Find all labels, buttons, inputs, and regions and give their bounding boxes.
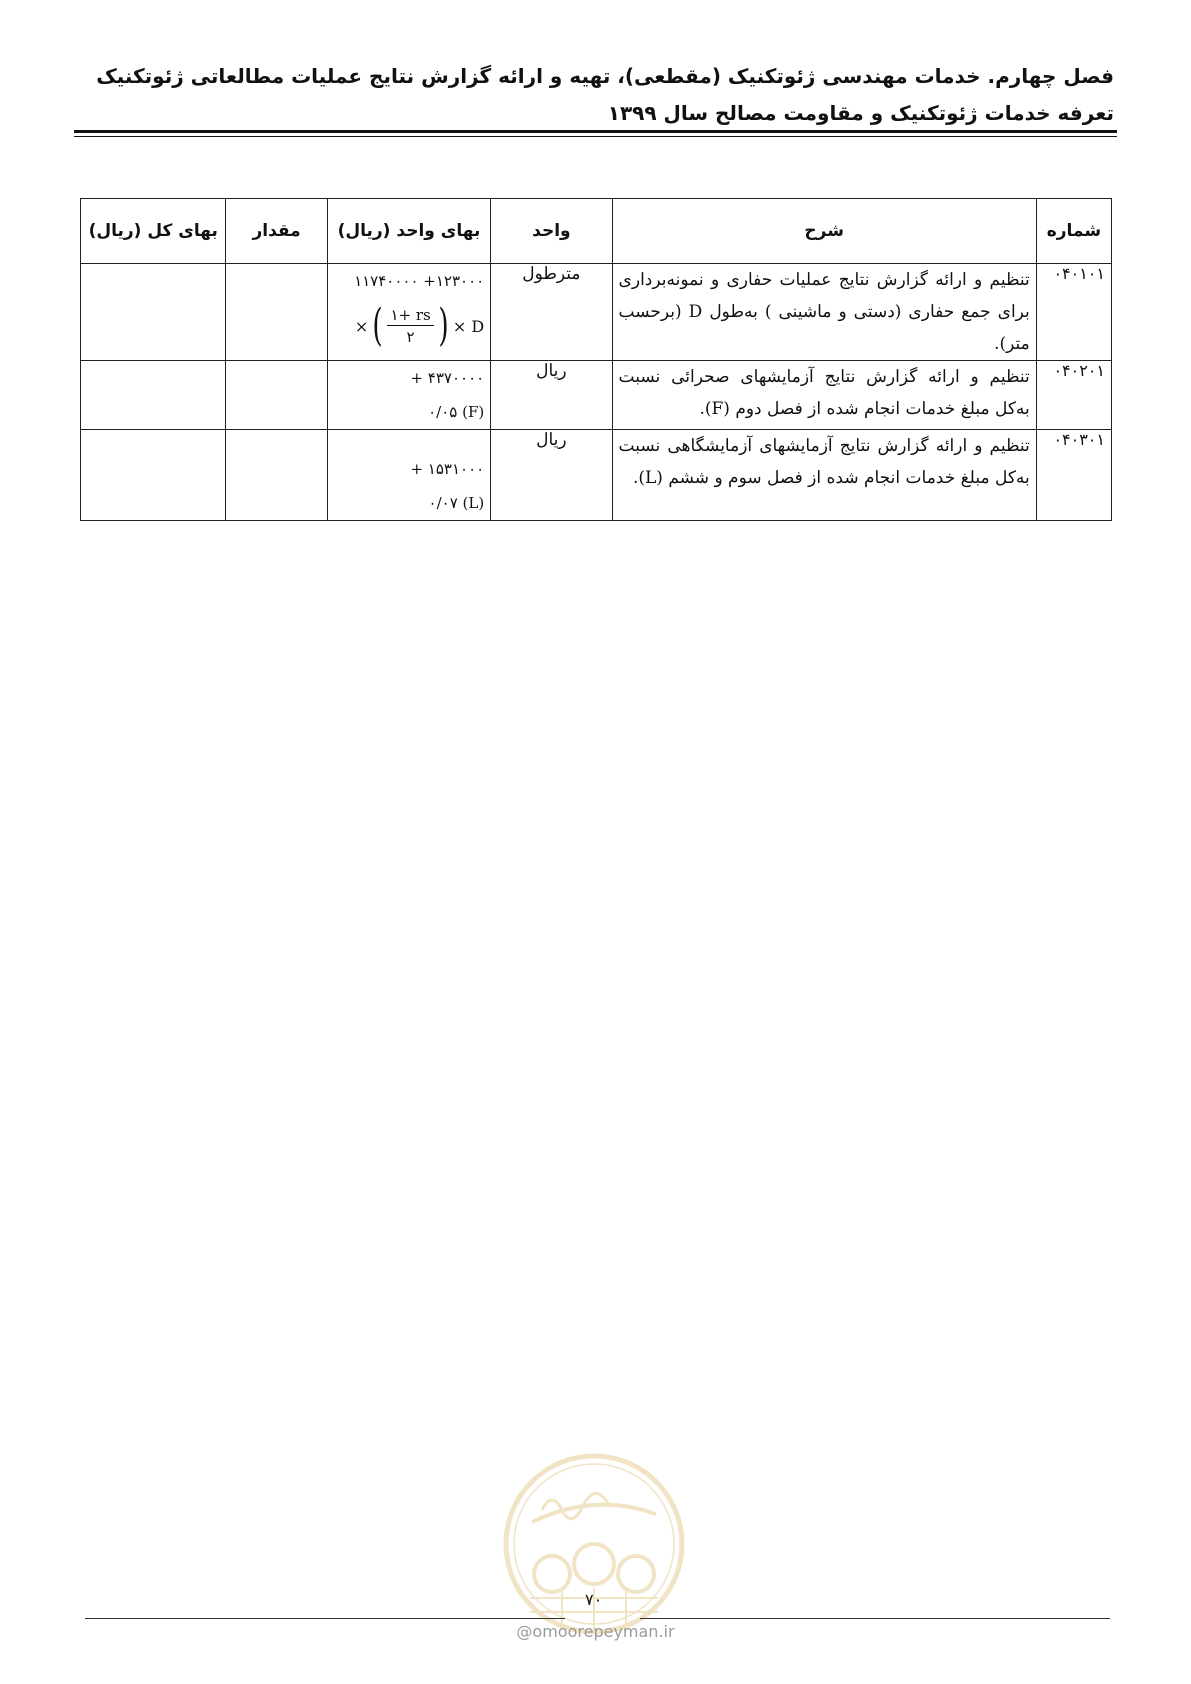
row-unit-price (327, 361, 490, 430)
row-unit: ریال (491, 430, 612, 521)
row-number: ۰۴۰۱۰۱ (1036, 264, 1111, 361)
row-unit-price (327, 264, 490, 361)
header-rule-thin (74, 136, 1117, 137)
price-factor: ۰/۰۷ (L) (428, 494, 485, 512)
formula-paren-open: ( (372, 300, 384, 351)
header-unit-price: بهای واحد (ریال) (327, 199, 490, 264)
header-number: شماره (1036, 199, 1111, 264)
header-quantity: مقدار (226, 199, 327, 264)
row-quantity (226, 264, 327, 361)
footer-website: @omoorepeyman.ir (516, 1622, 675, 1641)
table-row (81, 264, 1112, 361)
price-factor: ۰/۰۵ (F) (428, 403, 485, 421)
header-description: شرح (612, 199, 1036, 264)
table-row (81, 361, 1112, 430)
footer-rule-right (640, 1618, 1110, 1619)
table-header-row (81, 199, 1112, 264)
chapter-title: فصل چهارم. خدمات مهندسی ژئوتکنیک (مقطعی)، تهیه و ارائه گزارش نتایج عملیات مطالعاتی ژئوتکنیک (96, 64, 1114, 88)
row-unit: مترطول (491, 264, 612, 361)
row-description: تنظیم و ارائه گزارش نتایج آزمایشهای آزمایشگاهی نسبت به‌کل مبلغ خدمات انجام شده از فصل سوم و ششم (L). (612, 430, 1036, 521)
price-base: + ۱۵۳۱۰۰۰ (410, 460, 485, 478)
price-spacer (334, 430, 484, 452)
header-rule-thick (74, 130, 1117, 133)
header-total-price: بهای کل (ریال) (81, 199, 226, 264)
page-number: ۷۰ (585, 1590, 603, 1609)
table-row (81, 430, 1112, 521)
formula-fraction (387, 306, 433, 346)
fraction-denominator: ۲ (406, 328, 415, 346)
footer-rule-left (85, 1618, 565, 1619)
tariff-table (80, 198, 1112, 521)
price-formula (334, 298, 484, 354)
header-unit: واحد (491, 199, 612, 264)
row-unit-price (327, 430, 490, 521)
tariff-title: تعرفه خدمات ژئوتکنیک و مقاومت مصالح سال ۱۳۹۹ (607, 101, 1114, 125)
formula-times: × (354, 316, 369, 336)
fraction-numerator: ۱+ rs (387, 306, 433, 326)
row-total-price (81, 430, 226, 521)
price-base: + ۴۳۷۰۰۰۰ (410, 369, 485, 387)
formula-suffix: × D (452, 316, 485, 336)
formula-paren-close: ) (438, 300, 449, 351)
row-total-price (81, 361, 226, 430)
row-number: ۰۴۰۳۰۱ (1036, 430, 1111, 521)
row-quantity (226, 361, 327, 430)
row-description: تنظیم و ارائه گزارش نتایج عملیات حفاری و نمونه‌برداری برای جمع حفاری (دستی و ماشینی ) به‌طول D (برحسب متر). (612, 264, 1036, 361)
row-description: تنظیم و ارائه گزارش نتایج آزمایشهای صحرائی نسبت به‌کل مبلغ خدمات انجام شده از فصل دوم (F). (612, 361, 1036, 430)
page-header (74, 58, 1114, 132)
price-base: ۱۱۷۴۰۰۰۰ +۱۲۳۰۰۰ (354, 272, 485, 290)
row-unit: ریال (491, 361, 612, 430)
row-number: ۰۴۰۲۰۱ (1036, 361, 1111, 430)
row-quantity (226, 430, 327, 521)
row-total-price (81, 264, 226, 361)
